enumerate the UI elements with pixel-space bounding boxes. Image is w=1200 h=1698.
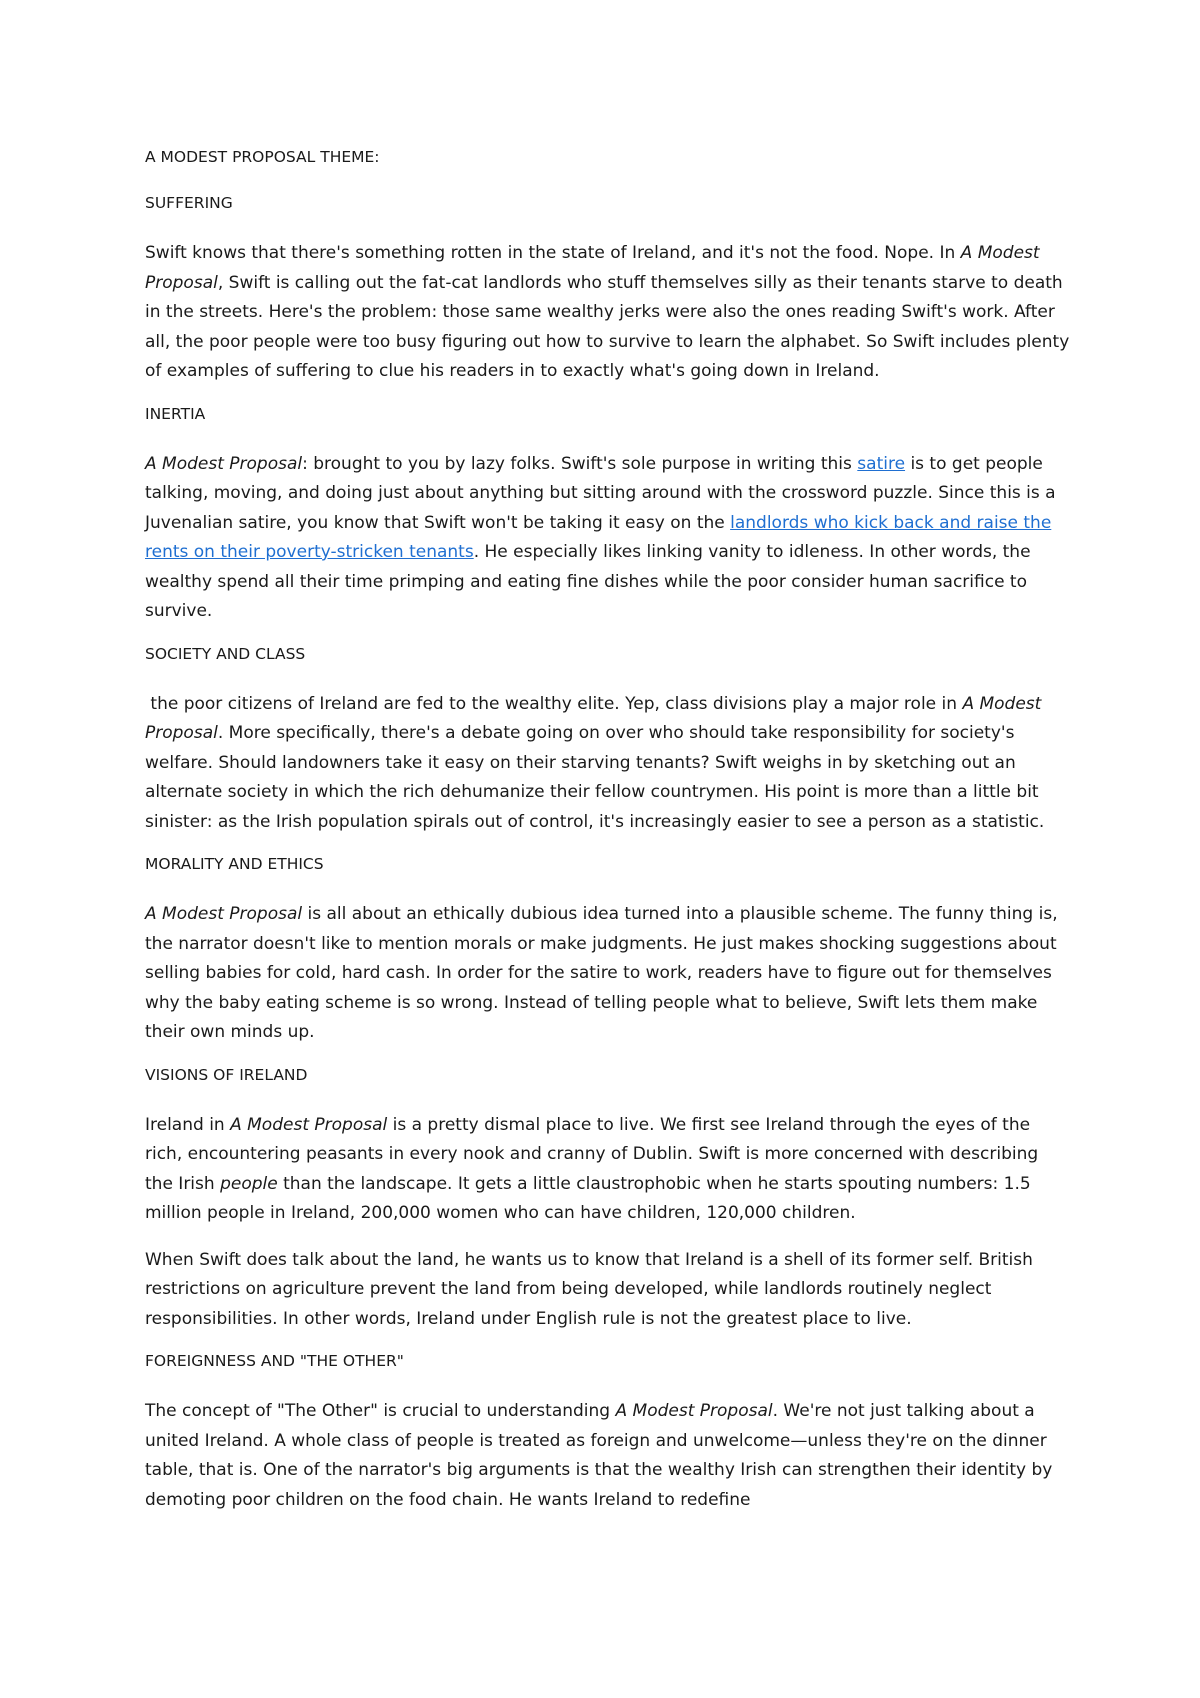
section-heading-other: FOREIGNNESS AND "THE OTHER" [145,1352,404,1370]
text-run: the poor citizens of Ireland are fed to the wealthy elite. Yep, class divisions play a major role in [145,693,963,714]
paragraph-suffering [145,239,1070,387]
italic-title: A Modest Proposal [145,693,1042,743]
paragraph-ireland-1 [145,1111,1070,1229]
section-heading-ireland: VISIONS OF IRELAND [145,1065,308,1084]
paragraph-inertia [145,450,1070,627]
text-run: : brought to you by lazy folks. Swift's sole purpose in writing this [302,453,858,474]
text-run: . He especially likes linking vanity to idleness. In other words, the wealthy spend all their time primping and eating fine dishes while the poor consider human sacrifice to survive. [145,542,1031,621]
italic-word: people [220,1173,278,1194]
document-title: A MODEST PROPOSAL THEME: [145,148,380,166]
text-run: . We're not just talking about a united Ireland. A whole class of people is treated as foreign and unwelcome—unless they're on the dinner table, that is. One of the narrator's big arguments is that the wealthy Irish can strengthen their identity by demoting poor children on the food chain. He wants Ireland to redefine [145,1401,1053,1510]
paragraph-ireland-2: When Swift does talk about the land, he wants us to know that Ireland is a shell of its former self. British restrictions on agriculture prevent the land from being developed, while landlords routinely neglect responsibilities. In other words, Ireland under English rule is not the greatest place to live. [145,1249,1033,1329]
italic-title: A Modest Proposal [615,1401,773,1421]
section-heading-morality: MORALITY AND ETHICS [145,855,324,873]
text-run: The concept of "The Other" is crucial to understanding [145,1401,616,1421]
document-page [145,147,1070,1532]
italic-title: A Modest Proposal [230,1114,388,1135]
text-run: Swift knows that there's something rotten in the state of Ireland, and it's not the food. Nope. In [145,243,961,263]
text-run: , Swift is calling out the fat-cat landlords who stuff themselves silly as their tenants starve to death in the streets. Here's the problem: those same wealthy jerks were also the ones reading Swift's work. After all, the poor people were too busy figuring out how to survive to learn the alphabet. So Swift includes plenty of examples of suffering to clue his readers in to exactly what's going down in Ireland. [145,272,1070,381]
paragraph-morality [145,900,1070,1048]
text-run: is to get people talking, moving, and doing just about anything but sitting around with the crossword puzzle. Since this is a Juvenalian satire, you know that Swift won't be taking it easy on the [145,453,1056,533]
text-run: is all about an ethically dubious idea turned into a plausible scheme. The funny thing is, the narrator doesn't like to mention morals or make judgments. He just makes shocking suggestions about selling babies for cold, hard cash. In order for the satire to work, readers have to figure out for themselves why the baby eating scheme is so wrong. Instead of telling people what to believe, Swift lets them make their own minds up. [145,904,1058,1042]
paragraph-other [145,1397,1070,1515]
text-run: is a pretty dismal place to live. We first see Ireland through the eyes of the rich, encountering peasants in every nook and cranny of Dublin. Swift is more concerned with describing the Irish [145,1114,1039,1194]
italic-title: A Modest Proposal [145,904,303,924]
section-heading-suffering: SUFFERING [145,194,233,212]
paragraph-society [145,690,1070,838]
satire-link[interactable]: satire [857,453,906,474]
section-heading-inertia: INERTIA [145,404,206,423]
text-run: than the landscape. It gets a little claustrophobic when he starts spouting numbers: 1.5 million people in Ireland, 200,000 women who can have children, 120,000 children. [145,1173,1031,1223]
italic-title: A Modest Proposal [145,243,1040,293]
landlords-link[interactable]: landlords who kick back and raise the rents on their poverty-stricken tenants [145,512,1052,562]
text-run: . More specifically, there's a debate going on over who should take responsibility for society's welfare. Should landowners take it easy on their starving tenants? Swift weighs in by sketching out an alternate society in which the rich dehumanize their fellow countrymen. His point is more than a little bit sinister: as the Irish population spirals out of control, it's increasingly easier to see a person as a statistic. [145,723,1045,832]
section-heading-society: SOCIETY AND CLASS [145,644,306,663]
text-run: Ireland in [145,1114,231,1135]
italic-title: A Modest Proposal [145,453,303,474]
